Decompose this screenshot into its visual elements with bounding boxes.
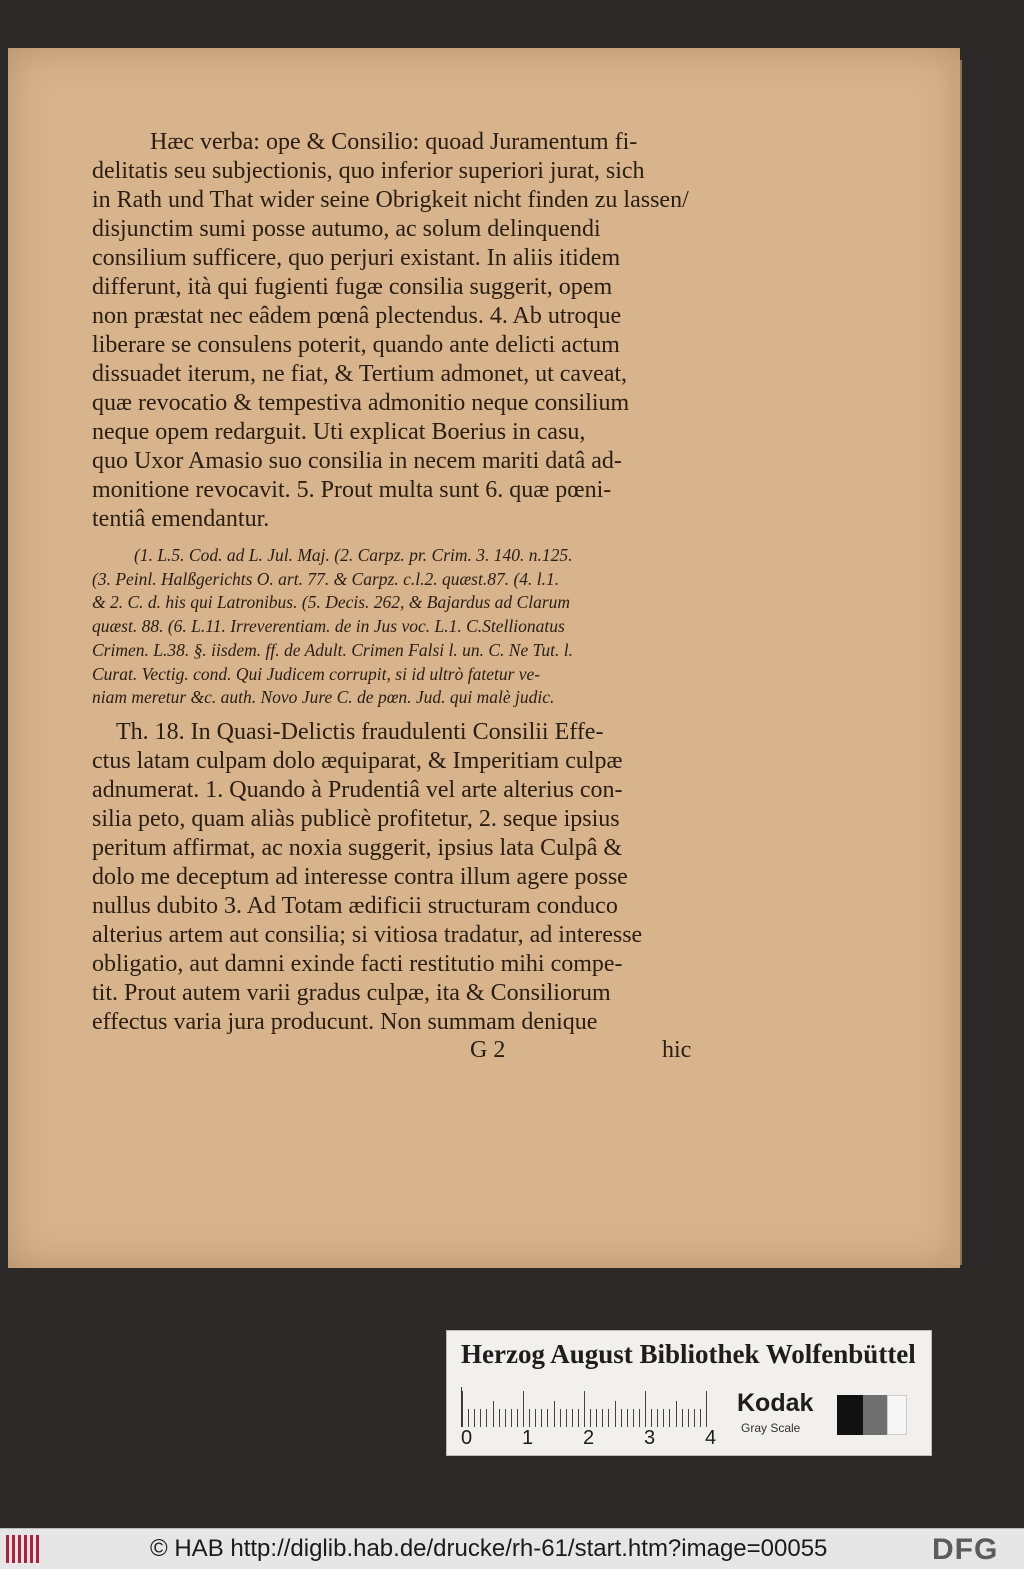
viewer-footer: [0, 1528, 1024, 1569]
kodak-logo: Kodak: [737, 1389, 814, 1417]
scale-number: 1: [522, 1427, 534, 1449]
ruler-tick: [682, 1409, 683, 1427]
footnote-line: (1. L.5. Cod. ad L. Jul. Maj. (2. Carpz. pr. Crim. 3. 140. n.125.: [134, 545, 573, 565]
ruler-tick: [596, 1409, 597, 1427]
text-line: silia peto, quam aliàs publicè profitetur, 2. seque ipsius: [92, 805, 620, 832]
ruler-tick: [499, 1409, 500, 1427]
ruler-tick: [529, 1409, 530, 1427]
text-line: quo Uxor Amasio suo consilia in necem mariti datâ ad-: [92, 448, 622, 474]
text-line: peritum affirmat, ac noxia suggerit, ipsius lata Culpâ &: [92, 834, 623, 861]
ruler-tick: [633, 1409, 634, 1427]
ruler-tick: [523, 1391, 524, 1427]
text-line: effectus varia jura producunt. Non summam denique: [92, 1008, 598, 1035]
page-edge: [948, 60, 962, 1265]
text-line: liberare se consulens poterit, quando ante delicti actum: [92, 332, 620, 358]
text-line: Hæc verba: ope & Consilio: quoad Juramentum fi-: [150, 129, 638, 155]
ruler-tick: [627, 1409, 628, 1427]
scale-number: 3: [644, 1427, 656, 1449]
catchword: hic: [662, 1036, 692, 1063]
ruler-tick: [621, 1409, 622, 1427]
ruler-tick: [608, 1409, 609, 1427]
ruler-tick: [676, 1401, 677, 1427]
black-swatch: [837, 1395, 863, 1435]
footnote-line: & 2. C. d. his qui Latronibus. (5. Decis. 262, & Bajardus ad Clarum: [92, 592, 571, 613]
gray-scale-label: Gray Scale: [741, 1421, 801, 1435]
footnote-line: Crimen. L.38. §. iisdem. ff. de Adult. Crimen Falsi l. un. C. Ne Tut. l.: [92, 639, 573, 660]
ruler-tick: [554, 1401, 555, 1427]
ruler-tick: [639, 1409, 640, 1427]
ruler-tick: [462, 1391, 463, 1427]
text-line: delitatis seu subjectionis, quo inferior superiori jurat, sich: [92, 158, 645, 184]
ruler-tick: [584, 1391, 585, 1427]
ruler-tick: [566, 1409, 567, 1427]
ruler-tick: [688, 1409, 689, 1427]
ruler-tick: [517, 1409, 518, 1427]
ruler-tick: [669, 1409, 670, 1427]
text-line: disjunctim sumi posse autumo, ac solum delinquendi: [92, 216, 601, 242]
ruler-tick: [706, 1391, 707, 1427]
text-line: dissuadet iterum, ne fiat, & Tertium admonet, ut caveat,: [92, 361, 628, 387]
ruler-tick: [700, 1409, 701, 1427]
ruler-tick: [572, 1409, 573, 1427]
ruler-tick: [535, 1409, 536, 1427]
footnotes: [92, 544, 712, 710]
scale-number: 0: [461, 1427, 473, 1449]
scale-numbers: [455, 1427, 755, 1451]
ruler-tick: [560, 1409, 561, 1427]
main-paragraph: [92, 128, 712, 534]
library-icon: [6, 1535, 42, 1563]
ruler-tick: [480, 1409, 481, 1427]
credit-link[interactable]: © HAB http://diglib.hab.de/drucke/rh-61/start.htm?image=00055: [150, 1535, 828, 1562]
scale-number: 2: [583, 1427, 595, 1449]
ruler-tick: [505, 1409, 506, 1427]
text-line: consilium sufficere, quo perjuri existant. In aliis itidem: [92, 245, 621, 271]
text-line: obligatio, aut damni exinde facti restitutio mihi compe-: [92, 950, 623, 977]
text-line: ctus latam culpam dolo æquiparat, & Imperitiam culpæ: [92, 747, 623, 774]
ruler-tick: [663, 1409, 664, 1427]
ruler-tick: [657, 1409, 658, 1427]
ruler-tick: [486, 1409, 487, 1427]
footnote-line: quæst. 88. (6. L.11. Irreverentiam. de in Jus voc. L.1. C.Stellionatus: [92, 616, 565, 637]
gray-swatch: [863, 1395, 887, 1435]
text-line: quæ revocatio & tempestiva admonitio neque consilium: [92, 390, 630, 416]
text-line: neque opem redarguit. Uti explicat Boerius in casu,: [92, 419, 586, 445]
ruler-tick: [511, 1409, 512, 1427]
text-line: dolo me deceptum ad interesse contra illum agere posse: [92, 863, 628, 890]
text-line: monitione revocavit. 5. Prout multa sunt 6. quæ pœni-: [92, 477, 612, 503]
ruler-tick: [694, 1409, 695, 1427]
ruler-tick: [578, 1409, 579, 1427]
ruler-tick: [493, 1401, 494, 1427]
ruler-tick: [615, 1401, 616, 1427]
text-line: differunt, ità qui fugienti fugæ consilia suggerit, opem: [92, 274, 613, 300]
ruler-tick: [602, 1409, 603, 1427]
ruler-tick: [474, 1409, 475, 1427]
footnote-line: (3. Peinl. Halßgerichts O. art. 77. & Carpz. c.l.2. quæst.87. (4. l.1.: [92, 568, 560, 589]
ruler-tick: [468, 1409, 469, 1427]
footnote-line: niam meretur &c. auth. Novo Jure C. de pœn. Jud. qui malè judic.: [92, 687, 555, 708]
page-footer-line: [92, 1037, 712, 1067]
text-line: in Rath und That wider seine Obrigkeit nicht finden zu lassen/: [92, 187, 689, 213]
ruler-scale: [461, 1387, 726, 1427]
thesis-paragraph: [92, 718, 712, 1037]
library-name: Herzog August Bibliothek Wolfenbüttel: [461, 1339, 916, 1369]
text-line: nullus dubito 3. Ad Totam ædificii structuram conduco: [92, 892, 618, 919]
footnote-line: Curat. Vectig. cond. Qui Judicem corrupit, si id ultrò fatetur ve-: [92, 663, 541, 684]
page-text: [92, 128, 712, 1067]
text-line: tit. Prout autem varii gradus culpæ, ita & Consiliorum: [92, 979, 611, 1006]
ruler-tick: [645, 1391, 646, 1427]
ruler-tick: [541, 1409, 542, 1427]
ruler-tick: [590, 1409, 591, 1427]
ruler-tick: [547, 1409, 548, 1427]
text-line: tentiâ emendantur.: [92, 506, 270, 532]
text-line: adnumerat. 1. Quando à Prudentiâ vel arte alterius con-: [92, 776, 623, 803]
text-line: non præstat nec eâdem pœnâ plectendus. 4. Ab utroque: [92, 303, 622, 329]
dfg-logo: DFG: [932, 1533, 999, 1566]
text-line: alterius artem aut consilia; si vitiosa tradatur, ad interesse: [92, 921, 643, 948]
scale-number: 4: [705, 1427, 717, 1449]
signature-mark: G 2: [470, 1036, 506, 1063]
text-line: Th. 18. In Quasi-Delictis fraudulenti Consilii Effe-: [116, 718, 604, 745]
white-swatch: [887, 1395, 907, 1435]
ruler-tick: [651, 1409, 652, 1427]
library-color-card: [446, 1330, 932, 1456]
